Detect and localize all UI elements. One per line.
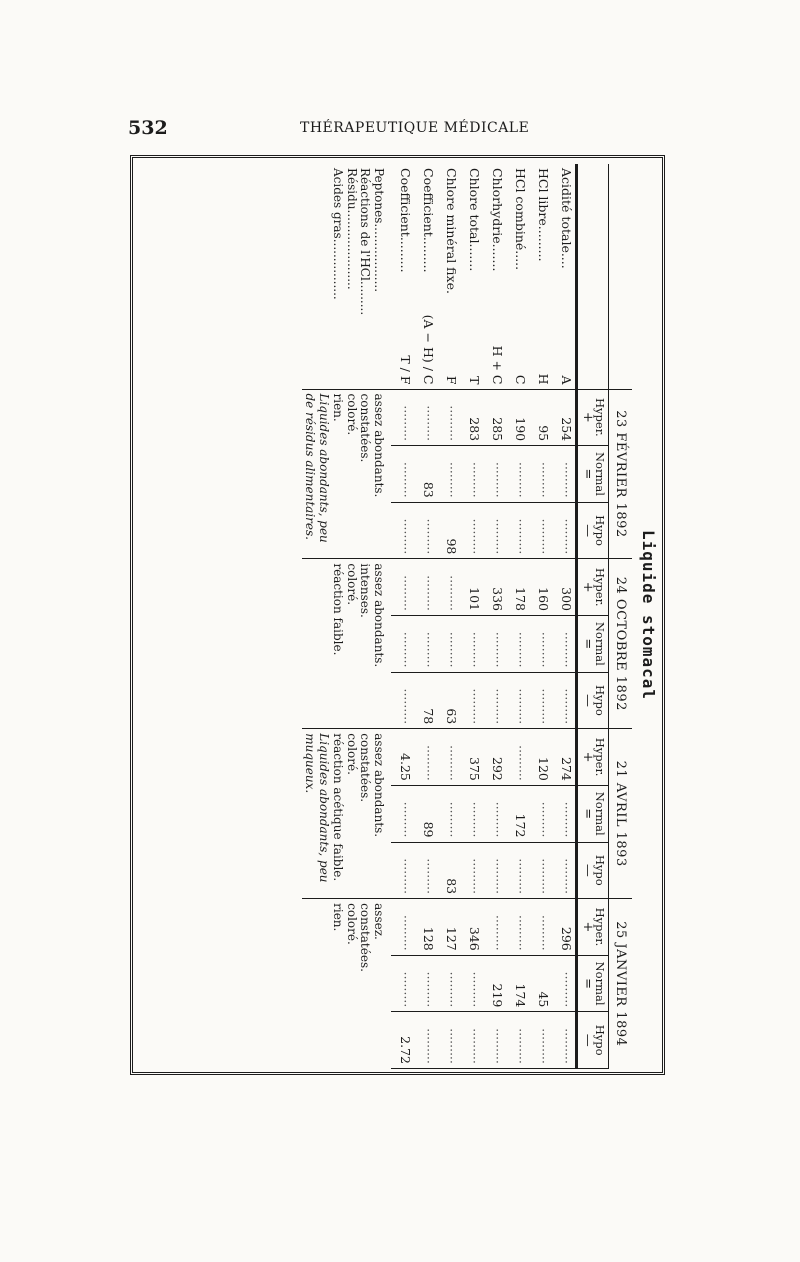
value-cell — [437, 842, 460, 899]
row-symbol: F — [444, 375, 460, 385]
table-row — [460, 164, 483, 1069]
value-cell — [414, 899, 437, 956]
rotated-table-wrapper — [130, 155, 665, 1075]
value-cell: ········· — [552, 502, 577, 559]
sub-header: Normal = — [577, 785, 609, 842]
value-cell: ········· — [437, 616, 460, 673]
value-text: 120 — [536, 757, 552, 781]
value-cell: ········· — [414, 955, 437, 1012]
value-text: 296 — [559, 926, 575, 951]
page-number: 532 — [128, 117, 168, 139]
row-symbol: T — [467, 376, 483, 385]
sub-header: Hypo — — [577, 842, 609, 899]
table-row — [437, 164, 460, 1069]
value-cell: ········· — [529, 446, 552, 503]
value-cell — [414, 785, 437, 842]
value-cell — [552, 899, 577, 956]
row-label-text: Acidité totale.... — [559, 168, 575, 269]
row-label — [483, 164, 506, 389]
value-cell: ········· — [529, 899, 552, 956]
remarks-note: Liquides abondants, peu de résidus alimentaires. — [303, 393, 332, 543]
row-label — [506, 164, 529, 389]
value-cell — [460, 559, 483, 616]
remarks-row — [302, 164, 392, 1069]
value-cell: ········· — [552, 446, 577, 503]
value-cell: ········· — [414, 729, 437, 786]
value-text: 101 — [467, 587, 483, 611]
row-symbol: (A − H) / C — [421, 314, 437, 385]
remarks-text: assez abondants. constatées. coloré. rien. — [330, 393, 387, 498]
value-cell: ········· — [460, 955, 483, 1012]
value-cell: ········· — [437, 559, 460, 616]
value-cell: ········· — [391, 842, 414, 899]
value-cell — [506, 389, 529, 446]
sub-header: Hyper. + — [577, 389, 609, 446]
value-cell: ········· — [552, 955, 577, 1012]
value-text: 285 — [490, 417, 506, 442]
value-cell: ········· — [437, 785, 460, 842]
sub-header: Hypo — — [577, 1012, 609, 1069]
value-cell: ········· — [460, 785, 483, 842]
remarks-text: assez abondants. constatées. coloré. réaction acétique faible. — [330, 733, 387, 882]
row-label — [391, 164, 414, 389]
value-cell: ········· — [437, 955, 460, 1012]
table-title: Liquide stomacal — [639, 529, 658, 701]
value-cell: ········· — [414, 842, 437, 899]
value-text: 63 — [444, 708, 460, 725]
value-cell: ········· — [414, 1012, 437, 1069]
date-header-row — [609, 164, 633, 1069]
value-text: 300 — [559, 587, 575, 611]
sub-header: Normal = — [577, 616, 609, 673]
value-cell — [529, 729, 552, 786]
value-text: 160 — [536, 587, 552, 611]
value-text: 128 — [421, 926, 437, 951]
corner-cell — [609, 164, 633, 389]
value-cell: ········· — [437, 729, 460, 786]
table-row — [506, 164, 529, 1069]
value-text: 83 — [444, 878, 460, 895]
value-cell: ········· — [414, 502, 437, 559]
row-label — [552, 164, 577, 389]
value-cell: ········· — [529, 502, 552, 559]
value-cell — [437, 899, 460, 956]
value-cell: ········· — [506, 672, 529, 729]
value-cell — [506, 559, 529, 616]
running-title: THÉRAPEUTIQUE MÉDICALE — [300, 120, 530, 136]
value-text: 127 — [444, 926, 460, 951]
value-cell — [391, 729, 414, 786]
value-cell: ········· — [483, 899, 506, 956]
row-label — [529, 164, 552, 389]
sub-header: Normal = — [577, 955, 609, 1012]
value-cell: ········· — [529, 672, 552, 729]
row-label-text: Chlorhydrie....... — [490, 168, 506, 272]
value-cell: ········· — [437, 446, 460, 503]
data-table-sheet — [130, 155, 665, 1075]
value-text: 346 — [467, 926, 483, 951]
row-symbol: T / F — [398, 355, 414, 385]
row-label-text: HCl libre......... — [536, 168, 552, 262]
table-row — [391, 164, 414, 1069]
value-cell — [483, 729, 506, 786]
value-cell: ········· — [506, 616, 529, 673]
row-label-text: HCl combiné..... — [513, 168, 529, 271]
value-text: 83 — [421, 481, 437, 498]
value-text: 190 — [513, 417, 529, 442]
value-cell: ········· — [483, 1012, 506, 1069]
value-cell: ········· — [460, 672, 483, 729]
value-text: 4.25 — [398, 753, 414, 781]
value-cell: ········· — [391, 899, 414, 956]
row-symbol: A — [559, 375, 575, 385]
sub-header: Hypo — — [577, 502, 609, 559]
table-row — [483, 164, 506, 1069]
value-cell — [552, 559, 577, 616]
value-cell — [529, 955, 552, 1012]
value-cell — [483, 559, 506, 616]
value-cell — [529, 559, 552, 616]
date-header: 23 FÉVRIER 1892 — [609, 389, 633, 559]
value-text: 172 — [513, 813, 529, 838]
value-text: 375 — [467, 757, 483, 781]
value-cell: ········· — [460, 502, 483, 559]
table-row — [529, 164, 552, 1069]
value-cell: ········· — [437, 389, 460, 446]
remarks-cell — [302, 389, 392, 559]
value-cell — [460, 729, 483, 786]
value-text: 45 — [536, 991, 552, 1008]
value-cell: ········· — [391, 616, 414, 673]
value-cell: ········· — [391, 559, 414, 616]
row-symbol: H + C — [490, 345, 506, 385]
row-label-text: Coefficient......... — [421, 168, 437, 273]
value-cell: ········· — [529, 616, 552, 673]
value-cell — [529, 389, 552, 446]
value-cell: ········· — [483, 502, 506, 559]
row-label — [460, 164, 483, 389]
sub-header: Normal = — [577, 446, 609, 503]
value-cell: ········· — [414, 559, 437, 616]
value-text: 98 — [444, 538, 460, 555]
remarks-cell — [302, 899, 392, 1069]
value-text: 254 — [559, 417, 575, 442]
value-cell — [483, 389, 506, 446]
value-text: 95 — [536, 425, 552, 442]
sub-header: Hyper. + — [577, 559, 609, 616]
value-cell — [506, 785, 529, 842]
table-body — [302, 164, 577, 1069]
value-cell: ········· — [506, 446, 529, 503]
value-cell: ········· — [483, 446, 506, 503]
value-cell: ········· — [506, 502, 529, 559]
value-cell: ········· — [552, 672, 577, 729]
value-cell: ········· — [552, 1012, 577, 1069]
value-cell: ········· — [483, 616, 506, 673]
row-label-text: Coefficient......... — [398, 168, 414, 273]
value-cell: ········· — [506, 899, 529, 956]
value-cell: ········· — [391, 389, 414, 446]
value-text: 89 — [421, 821, 437, 838]
gastric-fluid-table — [302, 164, 632, 1069]
value-cell: ········· — [460, 446, 483, 503]
value-cell: ········· — [437, 1012, 460, 1069]
value-text: 174 — [513, 983, 529, 1008]
remarks-cell — [302, 729, 392, 899]
value-cell — [552, 389, 577, 446]
value-cell: ········· — [552, 616, 577, 673]
value-cell: ········· — [529, 1012, 552, 1069]
value-text: 336 — [490, 587, 506, 611]
value-text: 283 — [467, 417, 483, 442]
value-cell: ········· — [460, 1012, 483, 1069]
value-cell — [414, 446, 437, 503]
sub-header-row — [577, 164, 609, 1069]
value-cell: ········· — [506, 729, 529, 786]
value-cell: ········· — [483, 672, 506, 729]
value-cell — [506, 955, 529, 1012]
value-cell: ········· — [391, 785, 414, 842]
value-cell — [483, 955, 506, 1012]
corner-cell — [577, 164, 609, 389]
value-text: 219 — [490, 983, 506, 1008]
date-header: 21 AVRIL 1893 — [609, 729, 633, 899]
remarks-text: assez. constatées. coloré. rien. — [330, 903, 387, 972]
row-label-text: Chlore total....... — [467, 168, 483, 272]
value-cell — [460, 899, 483, 956]
row-symbol: H — [536, 373, 552, 385]
sub-header: Hypo — — [577, 672, 609, 729]
value-cell: ········· — [506, 842, 529, 899]
value-cell: ········· — [460, 842, 483, 899]
value-cell: ········· — [529, 842, 552, 899]
value-cell: ········· — [529, 785, 552, 842]
value-cell — [552, 729, 577, 786]
value-cell — [460, 389, 483, 446]
table-row — [414, 164, 437, 1069]
value-cell: ········· — [414, 616, 437, 673]
date-header: 24 OCTOBRE 1892 — [609, 559, 633, 729]
value-cell: ········· — [391, 672, 414, 729]
value-cell — [437, 502, 460, 559]
value-cell: ········· — [391, 446, 414, 503]
remarks-text: assez abondants. intenses. coloré. réaction faible. — [330, 563, 387, 668]
value-cell: ········· — [506, 1012, 529, 1069]
value-cell: ········· — [391, 955, 414, 1012]
value-cell — [391, 1012, 414, 1069]
row-symbol: C — [513, 374, 529, 385]
sub-header: Hyper. + — [577, 899, 609, 956]
value-text: 292 — [490, 757, 506, 781]
row-label — [437, 164, 460, 389]
value-cell: ········· — [414, 389, 437, 446]
sub-header: Hyper. + — [577, 729, 609, 786]
value-cell — [414, 672, 437, 729]
value-cell: ········· — [552, 842, 577, 899]
value-cell: ········· — [483, 785, 506, 842]
remarks-labels: Peptones.................. Réactions de l'HCl......... Résidu..................... Acides gras................ — [330, 168, 387, 316]
row-label — [414, 164, 437, 389]
value-cell: ········· — [460, 616, 483, 673]
value-text: 2.72 — [398, 1036, 414, 1064]
value-cell: ········· — [552, 785, 577, 842]
value-text: 78 — [421, 708, 437, 725]
value-text: 178 — [513, 587, 529, 611]
row-label-text: Chlore minéral fixe. — [444, 168, 460, 294]
remarks-cell — [302, 559, 392, 729]
date-header: 25 JANVIER 1894 — [609, 899, 633, 1069]
value-cell: ········· — [483, 842, 506, 899]
value-cell: ········· — [391, 502, 414, 559]
table-row — [552, 164, 577, 1069]
value-text: 274 — [559, 757, 575, 781]
value-cell — [437, 672, 460, 729]
remarks-note: Liquides abondants, peu muqueux. — [303, 733, 332, 883]
